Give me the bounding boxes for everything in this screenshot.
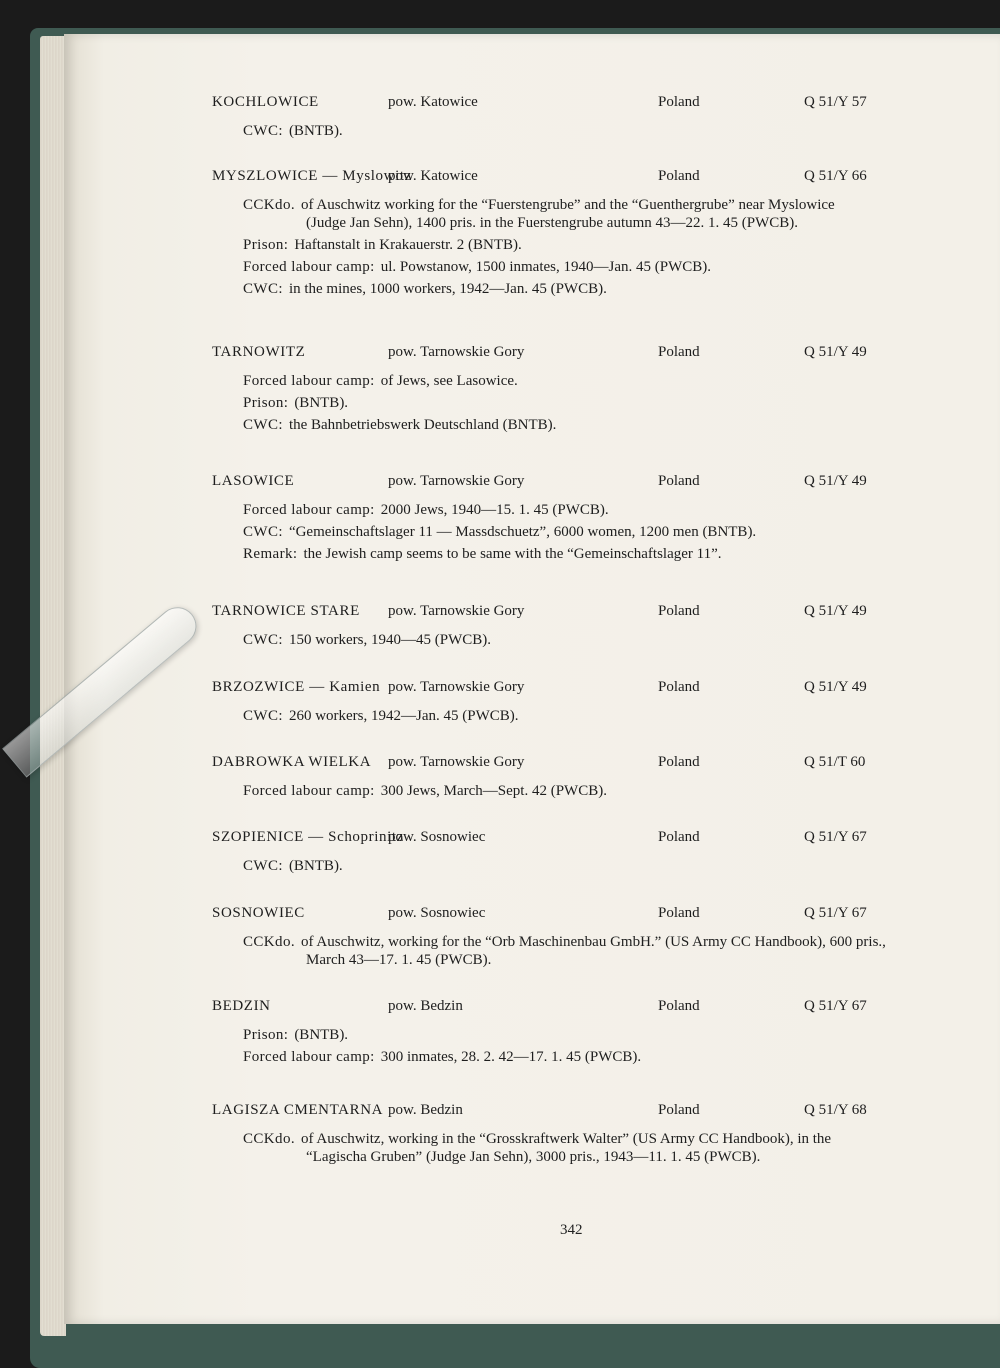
entry-line bbox=[0, 951, 954, 969]
district: pow. Tarnowskie Gory bbox=[388, 473, 525, 489]
line-label: Prison: bbox=[243, 395, 289, 411]
line-label: Forced labour camp: bbox=[243, 502, 375, 518]
country: Poland bbox=[658, 754, 700, 770]
line-text: of Auschwitz, working in the “Grosskraftwerk Walter” (US Army CC Handbook), in the bbox=[301, 1131, 832, 1147]
district: pow. Bedzin bbox=[388, 1102, 463, 1118]
district: pow. Tarnowskie Gory bbox=[388, 603, 525, 619]
entry-line bbox=[0, 236, 953, 254]
country: Poland bbox=[658, 998, 700, 1014]
entry-line bbox=[0, 122, 953, 140]
gazetteer-entry bbox=[0, 168, 1000, 298]
country: Poland bbox=[658, 94, 700, 110]
district: pow. Katowice bbox=[388, 168, 478, 184]
country: Poland bbox=[658, 829, 700, 845]
entry-line bbox=[0, 196, 953, 214]
entry-line bbox=[0, 782, 953, 800]
entry-line bbox=[0, 416, 953, 434]
line-label: Forced labour camp: bbox=[243, 1049, 375, 1065]
entry-header bbox=[0, 344, 1000, 368]
entry-line bbox=[0, 1048, 953, 1066]
entry-header bbox=[0, 473, 1000, 497]
entry-header bbox=[0, 905, 1000, 929]
line-label: CCKdo. bbox=[243, 934, 295, 950]
place-name: LASOWICE bbox=[212, 473, 295, 489]
line-text: 260 workers, 1942—Jan. 45 (PWCB). bbox=[288, 708, 519, 724]
place-name: LAGISZA CMENTARNA bbox=[212, 1102, 384, 1118]
line-text: (BNTB). bbox=[288, 858, 343, 874]
line-text: of Jews, see Lasowice. bbox=[380, 373, 518, 389]
entry-line bbox=[0, 258, 953, 276]
gazetteer-entry bbox=[0, 905, 1000, 969]
line-label: Prison: bbox=[243, 1027, 289, 1043]
line-text: the Jewish camp seems to be same with the “Gemeinschaftslager 11”. bbox=[303, 546, 722, 562]
line-text: 300 inmates, 28. 2. 42—17. 1. 45 (PWCB). bbox=[380, 1049, 642, 1065]
entry-header bbox=[0, 998, 1000, 1022]
map-reference: Q 51/T 60 bbox=[804, 754, 866, 770]
map-reference: Q 51/Y 57 bbox=[804, 94, 867, 110]
line-text: 2000 Jews, 1940—15. 1. 45 (PWCB). bbox=[380, 502, 609, 518]
line-label: CCKdo. bbox=[243, 1131, 295, 1147]
gazetteer-entry bbox=[0, 829, 1000, 875]
map-reference: Q 51/Y 49 bbox=[804, 603, 867, 619]
district: pow. Tarnowskie Gory bbox=[388, 344, 525, 360]
entry-line bbox=[0, 1148, 954, 1166]
entry-line bbox=[0, 372, 953, 390]
entry-header bbox=[0, 679, 1000, 703]
entry-line bbox=[0, 857, 953, 875]
map-reference: Q 51/Y 66 bbox=[804, 168, 867, 184]
line-label: CWC: bbox=[243, 858, 283, 874]
entry-header bbox=[0, 754, 1000, 778]
line-label: CWC: bbox=[243, 632, 283, 648]
line-label: Remark: bbox=[243, 546, 298, 562]
line-text: of Auschwitz working for the “Fuerstengrube” and the “Guenthergrube” near Myslowice bbox=[301, 197, 835, 213]
country: Poland bbox=[658, 168, 700, 184]
place-name: SOSNOWIEC bbox=[212, 905, 305, 921]
entry-line bbox=[0, 933, 953, 951]
line-text: of Auschwitz, working for the “Orb Maschinenbau GmbH.” (US Army CC Handbook), 600 pris., bbox=[301, 934, 886, 950]
line-label: CWC: bbox=[243, 524, 283, 540]
country: Poland bbox=[658, 679, 700, 695]
country: Poland bbox=[658, 1102, 700, 1118]
place-name: DABROWKA WIELKA bbox=[212, 754, 372, 770]
country: Poland bbox=[658, 473, 700, 489]
gazetteer-entry bbox=[0, 1102, 1000, 1166]
gazetteer-entry bbox=[0, 344, 1000, 434]
entry-line bbox=[0, 545, 953, 563]
line-text: (Judge Jan Sehn), 1400 pris. in the Fuerstengrube autumn 43—22. 1. 45 (PWCB). bbox=[306, 215, 799, 231]
district: pow. Bedzin bbox=[388, 998, 463, 1014]
line-label: CWC: bbox=[243, 281, 283, 297]
line-label: Forced labour camp: bbox=[243, 259, 375, 275]
place-name: BRZOZWICE — Kamien bbox=[212, 679, 381, 695]
line-label: Forced labour camp: bbox=[243, 373, 375, 389]
map-reference: Q 51/Y 67 bbox=[804, 905, 867, 921]
line-text: in the mines, 1000 workers, 1942—Jan. 45 (PWCB). bbox=[288, 281, 607, 297]
entry-line bbox=[0, 523, 953, 541]
map-reference: Q 51/Y 49 bbox=[804, 344, 867, 360]
line-text: (BNTB). bbox=[288, 123, 343, 139]
line-text: Haftanstalt in Krakauerstr. 2 (BNTB). bbox=[294, 237, 522, 253]
place-name: SZOPIENICE — Schoprinitz bbox=[212, 829, 404, 845]
place-name: MYSZLOWICE — Myslowitz bbox=[212, 168, 412, 184]
line-text: (BNTB). bbox=[294, 395, 349, 411]
place-name: BEDZIN bbox=[212, 998, 271, 1014]
map-reference: Q 51/Y 67 bbox=[804, 998, 867, 1014]
country: Poland bbox=[658, 603, 700, 619]
line-text: the Bahnbetriebswerk Deutschland (BNTB). bbox=[288, 417, 557, 433]
line-text: (BNTB). bbox=[294, 1027, 349, 1043]
entry-line bbox=[0, 501, 953, 519]
district: pow. Katowice bbox=[388, 94, 478, 110]
line-text: 300 Jews, March—Sept. 42 (PWCB). bbox=[380, 783, 607, 799]
place-name: TARNOWICE STARE bbox=[212, 603, 360, 619]
line-label: CWC: bbox=[243, 708, 283, 724]
district: pow. Tarnowskie Gory bbox=[388, 754, 525, 770]
map-reference: Q 51/Y 68 bbox=[804, 1102, 867, 1118]
line-text: ul. Powstanow, 1500 inmates, 1940—Jan. 45 (PWCB). bbox=[380, 259, 711, 275]
place-name: KOCHLOWICE bbox=[212, 94, 319, 110]
district: pow. Sosnowiec bbox=[388, 905, 486, 921]
gazetteer-entry bbox=[0, 754, 1000, 800]
district: pow. Sosnowiec bbox=[388, 829, 486, 845]
entry-line bbox=[0, 394, 953, 412]
country: Poland bbox=[658, 905, 700, 921]
entry-header bbox=[0, 829, 1000, 853]
place-name: TARNOWITZ bbox=[212, 344, 306, 360]
line-text: “Gemeinschaftslager 11 — Massdschuetz”, 6000 women, 1200 men (BNTB). bbox=[288, 524, 757, 540]
entry-line bbox=[0, 214, 954, 232]
country: Poland bbox=[658, 344, 700, 360]
district: pow. Tarnowskie Gory bbox=[388, 679, 525, 695]
line-label: Prison: bbox=[243, 237, 289, 253]
entry-line bbox=[0, 707, 953, 725]
entry-header bbox=[0, 94, 1000, 118]
line-label: Forced labour camp: bbox=[243, 783, 375, 799]
map-reference: Q 51/Y 49 bbox=[804, 679, 867, 695]
map-reference: Q 51/Y 67 bbox=[804, 829, 867, 845]
line-text: March 43—17. 1. 45 (PWCB). bbox=[306, 952, 492, 968]
line-label: CWC: bbox=[243, 417, 283, 433]
gazetteer-entry bbox=[0, 679, 1000, 725]
gazetteer-entry bbox=[0, 998, 1000, 1066]
line-text: 150 workers, 1940—45 (PWCB). bbox=[288, 632, 492, 648]
page-number: 342 bbox=[560, 1222, 583, 1238]
gazetteer-entry bbox=[0, 94, 1000, 140]
line-label: CCKdo. bbox=[243, 197, 295, 213]
line-text: “Lagischa Gruben” (Judge Jan Sehn), 3000 pris., 1943—11. 1. 45 (PWCB). bbox=[306, 1149, 761, 1165]
gazetteer-entry bbox=[0, 473, 1000, 563]
entry-line bbox=[0, 1130, 953, 1148]
entry-header bbox=[0, 168, 1000, 192]
line-label: CWC: bbox=[243, 123, 283, 139]
entry-line bbox=[0, 280, 953, 298]
map-reference: Q 51/Y 49 bbox=[804, 473, 867, 489]
entry-line bbox=[0, 1026, 953, 1044]
entry-header bbox=[0, 1102, 1000, 1126]
